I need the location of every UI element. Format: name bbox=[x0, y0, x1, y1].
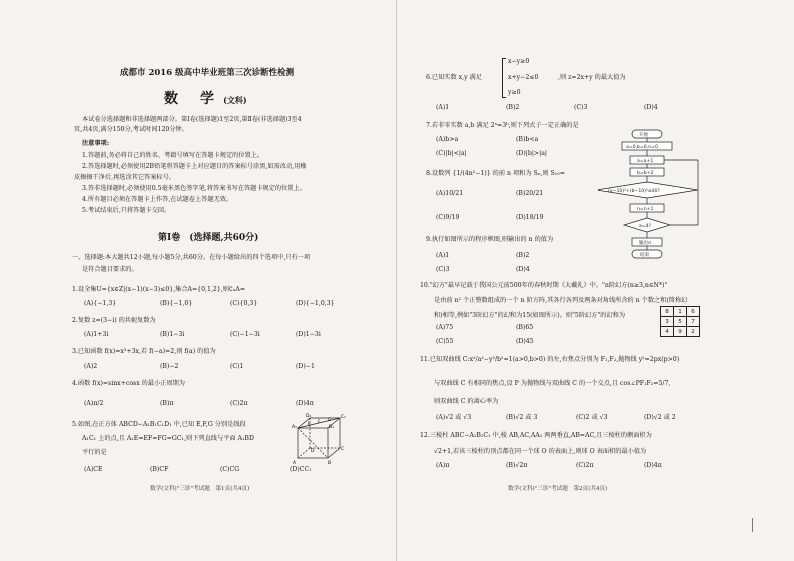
q1-option-d: (D){−1,0,3} bbox=[296, 300, 335, 307]
cube-label-c: C bbox=[341, 447, 345, 452]
left-page-footer: 数学(文科)"三诊"考试题 第1页(共4页) bbox=[150, 486, 250, 492]
question-4: 4.函数 f(x)=sinx+cosx 的最小正周期为 bbox=[72, 380, 185, 387]
scan-edge-mark bbox=[752, 518, 753, 532]
q10-option-c: (C)55 bbox=[436, 338, 454, 345]
part-title: 第Ⅰ卷 (选择题,共60分) bbox=[158, 233, 259, 243]
intro-line-2: 页,共4页,满分150分,考试时间120分钟。 bbox=[74, 126, 188, 133]
q9-option-a: (A)1 bbox=[436, 252, 450, 259]
q5-option-d: (D)CC₁ bbox=[290, 466, 312, 473]
magic-cell: 8 bbox=[661, 307, 674, 317]
magic-cell: 2 bbox=[687, 327, 700, 337]
question-6-prefix: 6.已知实数 x,y 满足 bbox=[426, 74, 482, 81]
question-5-line-3: 平行的是 bbox=[82, 449, 107, 456]
magic-row bbox=[661, 317, 700, 327]
q6-constraint-3: y≥0 bbox=[508, 89, 521, 96]
q11-option-d: (D)√2 或 2 bbox=[644, 414, 676, 421]
q6-constraint-2: x+y−2≤0 bbox=[508, 74, 539, 81]
q6-option-c: (C)3 bbox=[574, 104, 588, 111]
magic-cell: 9 bbox=[674, 327, 687, 337]
magic-cell: 6 bbox=[687, 307, 700, 317]
q11-option-c: (C)2 或 √3 bbox=[576, 414, 608, 421]
q10-option-d: (D)45 bbox=[516, 338, 534, 345]
question-10-line-3: 和)相等,例如"3阶幻方"的幻和为15(如图所示)。则"5阶幻方"的幻和为 bbox=[434, 312, 626, 319]
q11-option-a: (A)√2 或 √3 bbox=[436, 414, 472, 421]
q8-option-d: (D)18/19 bbox=[516, 214, 544, 221]
question-9: 9.执行如图所示的程序框图,则输出的 n 的值为 bbox=[426, 236, 554, 243]
q12-option-a: (A)π bbox=[436, 462, 450, 469]
flow-start-label: 开始 bbox=[639, 133, 649, 138]
q9-option-d: (D)4 bbox=[516, 266, 530, 273]
q5-option-b: (B)CF bbox=[150, 466, 169, 473]
q12-option-d: (D)4π bbox=[644, 462, 662, 469]
intro-line-1: 本试卷分选择题和非选择题两部分。第Ⅰ卷(选择题)1至2页,第Ⅱ卷(非选择题)3至4 bbox=[82, 116, 302, 123]
question-3: 3.已知函数 f(x)=x³+3x,若 f(−a)=2,则 f(a) 的值为 bbox=[72, 348, 216, 355]
magic-cell: 5 bbox=[674, 317, 687, 327]
question-12-line-1: 12.三棱柱 ABC−A₁B₁C₁ 中,棱 AB,AC,AA₁ 两两垂直,AB=AC,且三棱柱的侧面积为 bbox=[420, 432, 652, 439]
q5-option-a: (A)CE bbox=[84, 466, 103, 473]
q7-option-a: (A)b>a bbox=[436, 136, 459, 143]
magic-cell: 1 bbox=[674, 307, 687, 317]
magic-cell: 3 bbox=[661, 317, 674, 327]
flow-a-inc-label: a=a+1 bbox=[637, 159, 654, 164]
question-1: 1.设全集U={x∈Z|(x−1)(x−3)≤0},集合A={0,1,2},则∁ᵤA= bbox=[72, 286, 246, 293]
q8-option-c: (C)9/19 bbox=[436, 214, 460, 221]
magic-cell: 4 bbox=[661, 327, 674, 337]
q6-option-d: (D)4 bbox=[644, 104, 658, 111]
cube-label-f: F bbox=[318, 419, 321, 424]
q3-option-a: (A)2 bbox=[84, 363, 98, 370]
magic-row bbox=[661, 307, 700, 317]
q3-option-c: (C)1 bbox=[230, 363, 244, 370]
q4-option-b: (B)π bbox=[160, 400, 174, 407]
cube-label-e: E bbox=[308, 421, 311, 426]
right-page-footer: 数学(文科)"三诊"考试题 第2页(共4页) bbox=[508, 486, 608, 492]
q1-option-a: (A){−1,3} bbox=[84, 300, 117, 307]
flow-condition-1-label: (a−10)²+(b−10)²≤40? bbox=[608, 189, 660, 194]
q7-option-d: (D)|b|>|a| bbox=[516, 150, 547, 157]
q2-option-a: (A)1+3i bbox=[84, 331, 109, 338]
cube-label-b: B bbox=[328, 461, 332, 466]
q2-option-c: (C)−1−3i bbox=[230, 331, 260, 338]
q3-option-d: (D)−1 bbox=[296, 363, 315, 370]
exam-header: 成都市 2016 级高中毕业班第三次诊断性检测 bbox=[120, 68, 295, 78]
subject-tag: (文科) bbox=[223, 95, 247, 105]
question-11-line-2: 与双曲线 C 有相同的焦点,设 P 为抛物线与双曲线 C 的一个交点,且 cos∠PF₁F₂=5/7, bbox=[434, 380, 671, 387]
q7-option-c: (C)|b|<|a| bbox=[436, 150, 467, 157]
cube-label-d1: D₁ bbox=[306, 414, 312, 419]
page-fold-line bbox=[396, 0, 397, 561]
flow-output-label: 输出n bbox=[639, 241, 652, 246]
note-1: 1.答题前,务必将自己的姓名、考籍号填写在答题卡规定的位置上。 bbox=[82, 152, 264, 159]
left-page bbox=[0, 0, 396, 561]
flow-n-inc-label: n=n+1 bbox=[637, 207, 654, 212]
q6-option-b: (B)2 bbox=[506, 104, 520, 111]
q4-option-d: (D)4π bbox=[296, 400, 314, 407]
right-page bbox=[398, 0, 794, 561]
note-2: 2.答选择题时,必须使用2B铅笔将答题卡上对应题目的答案标号涂黑,如需改动,用橡 bbox=[82, 163, 307, 170]
flow-init-label: a=0,b=0,n=0 bbox=[626, 145, 658, 150]
cube-label-a: A bbox=[293, 461, 297, 466]
q3-option-b: (B)−2 bbox=[160, 363, 179, 370]
q2-option-d: (D)1−3i bbox=[296, 331, 321, 338]
question-6-suffix: ,则 z=2x+y 的最大值为 bbox=[558, 74, 626, 81]
q5-option-c: (C)CG bbox=[220, 466, 240, 473]
magic-cell: 7 bbox=[687, 317, 700, 327]
note-3: 3.答非选择题时,必须使用0.5毫米黑色签字笔,将答案书写在答题卡规定的位置上。 bbox=[82, 185, 306, 192]
q7-option-b: (B)b<a bbox=[516, 136, 539, 143]
q6-constraint-1: x−y≥0 bbox=[508, 58, 530, 65]
flow-condition-2-label: a=4? bbox=[639, 224, 652, 229]
question-12-line-2: √2+1,若该三棱柱的顶点都在同一个球 O 的表面上,则球 O 表面积的最小值为 bbox=[434, 448, 647, 455]
q4-option-a: (A)π/2 bbox=[84, 400, 104, 407]
note-5: 5.考试结束后,只将答题卡交回。 bbox=[82, 207, 171, 214]
question-5-line-1: 5.如图,在正方体 ABCD−A₁B₁C₁D₁ 中,已知 E,F,G 分别是线段 bbox=[72, 421, 246, 428]
question-10-line-1: 10."幻方"最早记载于我国公元前500年的春秋时期《大戴礼》中。"n阶幻方(n≥3,n∈N*)" bbox=[420, 282, 668, 289]
magic-square-3x3 bbox=[660, 306, 700, 337]
q10-option-b: (B)65 bbox=[516, 324, 534, 331]
notes-title: 注意事项: bbox=[82, 140, 110, 147]
flow-end-label: 结束 bbox=[640, 253, 650, 258]
q10-option-a: (A)75 bbox=[436, 324, 454, 331]
q2-option-b: (B)1−3i bbox=[160, 331, 185, 338]
note-2-cont: 皮擦擦干净后,再选涂其它答案标号。 bbox=[74, 174, 175, 181]
q6-option-a: (A)1 bbox=[436, 104, 450, 111]
cube-label-g: G bbox=[328, 417, 332, 422]
cube-label-b1: B₁ bbox=[329, 425, 334, 430]
subject-title bbox=[164, 88, 247, 108]
cube-label-c1: C₁ bbox=[341, 415, 346, 420]
question-7: 7.若非零实数 a,b 满足 2ᵃ=3ᵇ,则下列式子一定正确的是 bbox=[426, 122, 579, 129]
question-2: 2.复数 z=(3−i) 的共轭复数为 bbox=[72, 317, 156, 324]
question-5-line-2: A₁C₁ 上的点,且 A₁E=EF=FG=GC₁,则下列直线与平面 A₁BD bbox=[82, 435, 254, 442]
q11-option-b: (B)√2 或 3 bbox=[506, 414, 538, 421]
q9-option-b: (B)2 bbox=[516, 252, 530, 259]
program-flowchart bbox=[598, 128, 706, 260]
question-11-line-3: 则双曲线 C 的离心率为 bbox=[434, 398, 499, 405]
section-intro-1: 一、选择题:本大题共12小题,每小题5分,共60分。在每小题给出的四个选项中,只有一项 bbox=[72, 254, 311, 261]
cube-label-d: D bbox=[311, 449, 315, 454]
cube-label-a1: A₁ bbox=[292, 425, 297, 430]
q1-option-b: (B){−1,0} bbox=[160, 300, 193, 307]
magic-row bbox=[661, 327, 700, 337]
q8-option-b: (B)20/21 bbox=[516, 190, 544, 197]
q9-option-c: (C)3 bbox=[436, 266, 450, 273]
question-10-line-2: 是由前 n² 个正整数组成的一个 n 阶方阵,其各行各列及两条对角线所含的 n 个数之和(简称幻 bbox=[434, 297, 688, 304]
q12-option-b: (B)√2π bbox=[506, 462, 528, 469]
cube-figure bbox=[292, 412, 346, 466]
q12-option-c: (C)2π bbox=[576, 462, 594, 469]
q8-option-a: (A)10/21 bbox=[436, 190, 464, 197]
q4-option-c: (C)2π bbox=[230, 400, 248, 407]
q6-system-brace bbox=[502, 58, 506, 98]
question-11-line-1: 11.已知双曲线 C:x²/a²−y²/b²=1(a>0,b>0) 的左,右焦点分别为 F₁,F₂,抛物线 y²=2px(p>0) bbox=[420, 356, 680, 363]
flow-b-inc-label: b=b+2 bbox=[637, 171, 654, 176]
q1-option-c: (C){0,3} bbox=[230, 300, 258, 307]
subject-name: 数 学 bbox=[164, 91, 218, 107]
note-4: 4.所有题目必须在答题卡上作答,在试题卷上答题无效。 bbox=[82, 196, 233, 203]
question-8: 8.设数列 {1/(4n²−1)} 的前 n 项和为 Sₙ,则 S₁₀= bbox=[426, 170, 565, 177]
section-intro-2: 是符合题目要求的。 bbox=[82, 266, 138, 273]
